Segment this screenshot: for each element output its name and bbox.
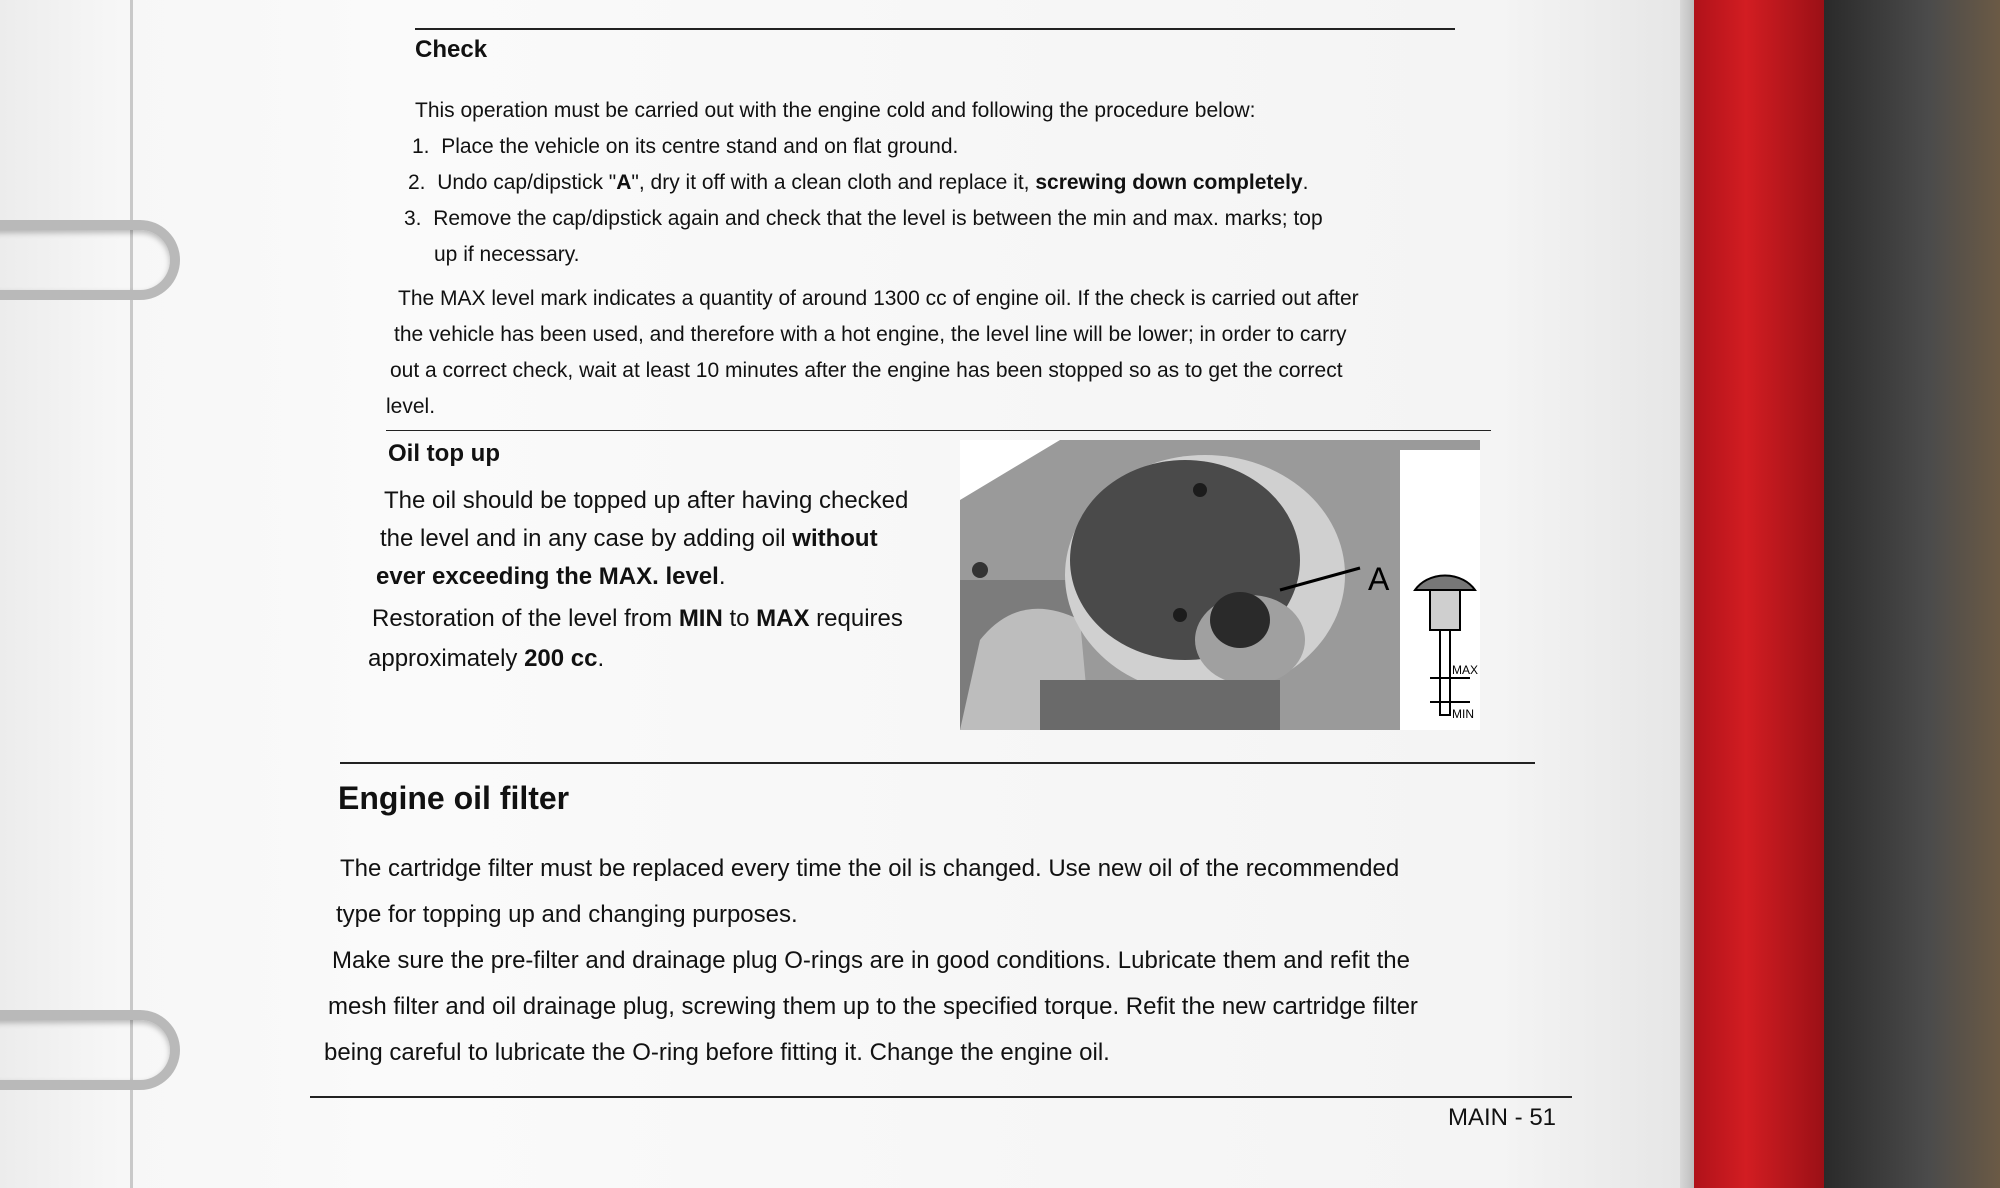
topup-bold: ever exceeding the MAX. level [376, 563, 719, 590]
section-rule [340, 762, 1535, 764]
figure-label-min: MIN [1452, 707, 1474, 721]
topup-text: Restoration of the level from [372, 605, 679, 632]
topup-bold: 200 cc [524, 645, 598, 672]
page-number: MAIN - 51 [1448, 1104, 1557, 1131]
filter-line-1: The cartridge filter must be replaced every time the oil is changed. Use new oil of the recommended [340, 855, 1400, 882]
check-paragraph-line-4: level. [386, 395, 436, 418]
topup-line-5 [368, 636, 604, 682]
check-heading: Check [415, 36, 488, 63]
step-3 [404, 200, 1323, 238]
check-paragraph-line-2: the vehicle has been used, and therefore with a hot engine, the level line will be lower; in order to carry [394, 323, 1347, 346]
step-text: ", dry it off with a clean cloth and replace it, [631, 171, 1036, 194]
page-stack-edge [1680, 0, 1694, 1188]
filter-line-5: being careful to lubricate the O-ring before fitting it. Change the engine oil. [324, 1039, 1110, 1066]
check-paragraph-line-1: The MAX level mark indicates a quantity of around 1300 cc of engine oil. If the check is carried out after [398, 287, 1359, 310]
topup-line-3 [376, 554, 726, 600]
topup-text: to [722, 605, 757, 632]
filter-line-2: type for topping up and changing purposes. [336, 901, 798, 928]
step-bold: A [616, 171, 632, 194]
step-2 [408, 164, 1308, 202]
step-text: . [1302, 171, 1309, 194]
section-rule-thin [386, 430, 1491, 431]
topup-bold: MAX [756, 605, 810, 632]
topup-heading: Oil top up [388, 440, 500, 467]
topup-line-1: The oil should be topped up after having checked [384, 487, 909, 514]
step-text: Place the vehicle on its centre stand and on flat ground. [441, 135, 959, 158]
check-intro: This operation must be carried out with the engine cold and following the procedure below: [415, 99, 1256, 122]
filter-line-3: Make sure the pre-filter and drainage plug O-rings are in good conditions. Lubricate them and refit the [332, 947, 1410, 974]
topup-bold: MIN [678, 605, 723, 632]
filter-line-4: mesh filter and oil drainage plug, screwing them up to the specified torque. Refit the new cartridge filter [328, 993, 1418, 1020]
engine-photo-drawing [960, 440, 1480, 730]
filter-heading: Engine oil filter [338, 780, 570, 816]
footer-rule [310, 1096, 1572, 1098]
step-1 [412, 128, 958, 166]
step-text: Undo cap/dipstick " [437, 171, 617, 194]
topup-text: approximately [368, 645, 525, 672]
step-number: 1. [412, 135, 430, 158]
step-text: Remove the cap/dipstick again and check that the level is between the min and max. marks; top [433, 207, 1323, 230]
binder-cover [1694, 0, 1824, 1188]
step-number: 2. [408, 171, 426, 194]
topup-text: the level and in any case by adding oil [380, 525, 793, 552]
binder-ring-top [0, 220, 180, 300]
topup-text: . [718, 563, 726, 590]
section-rule [415, 28, 1455, 30]
desk-background [1824, 0, 2000, 1188]
step-bold: screwing down completely [1035, 171, 1303, 194]
figure-label-max: MAX [1452, 663, 1479, 677]
topup-bold: without [792, 525, 878, 552]
figure-label-a: A [1368, 561, 1390, 597]
binder-ring-bottom [0, 1010, 180, 1090]
topup-text: requires [809, 605, 903, 632]
step-number: 3. [404, 207, 422, 230]
engine-photo [960, 440, 1480, 730]
check-paragraph-line-3: out a correct check, wait at least 10 minutes after the engine has been stopped so as to get the correct [390, 359, 1343, 382]
step-3-continued: up if necessary. [434, 243, 580, 266]
topup-text: . [597, 645, 605, 672]
